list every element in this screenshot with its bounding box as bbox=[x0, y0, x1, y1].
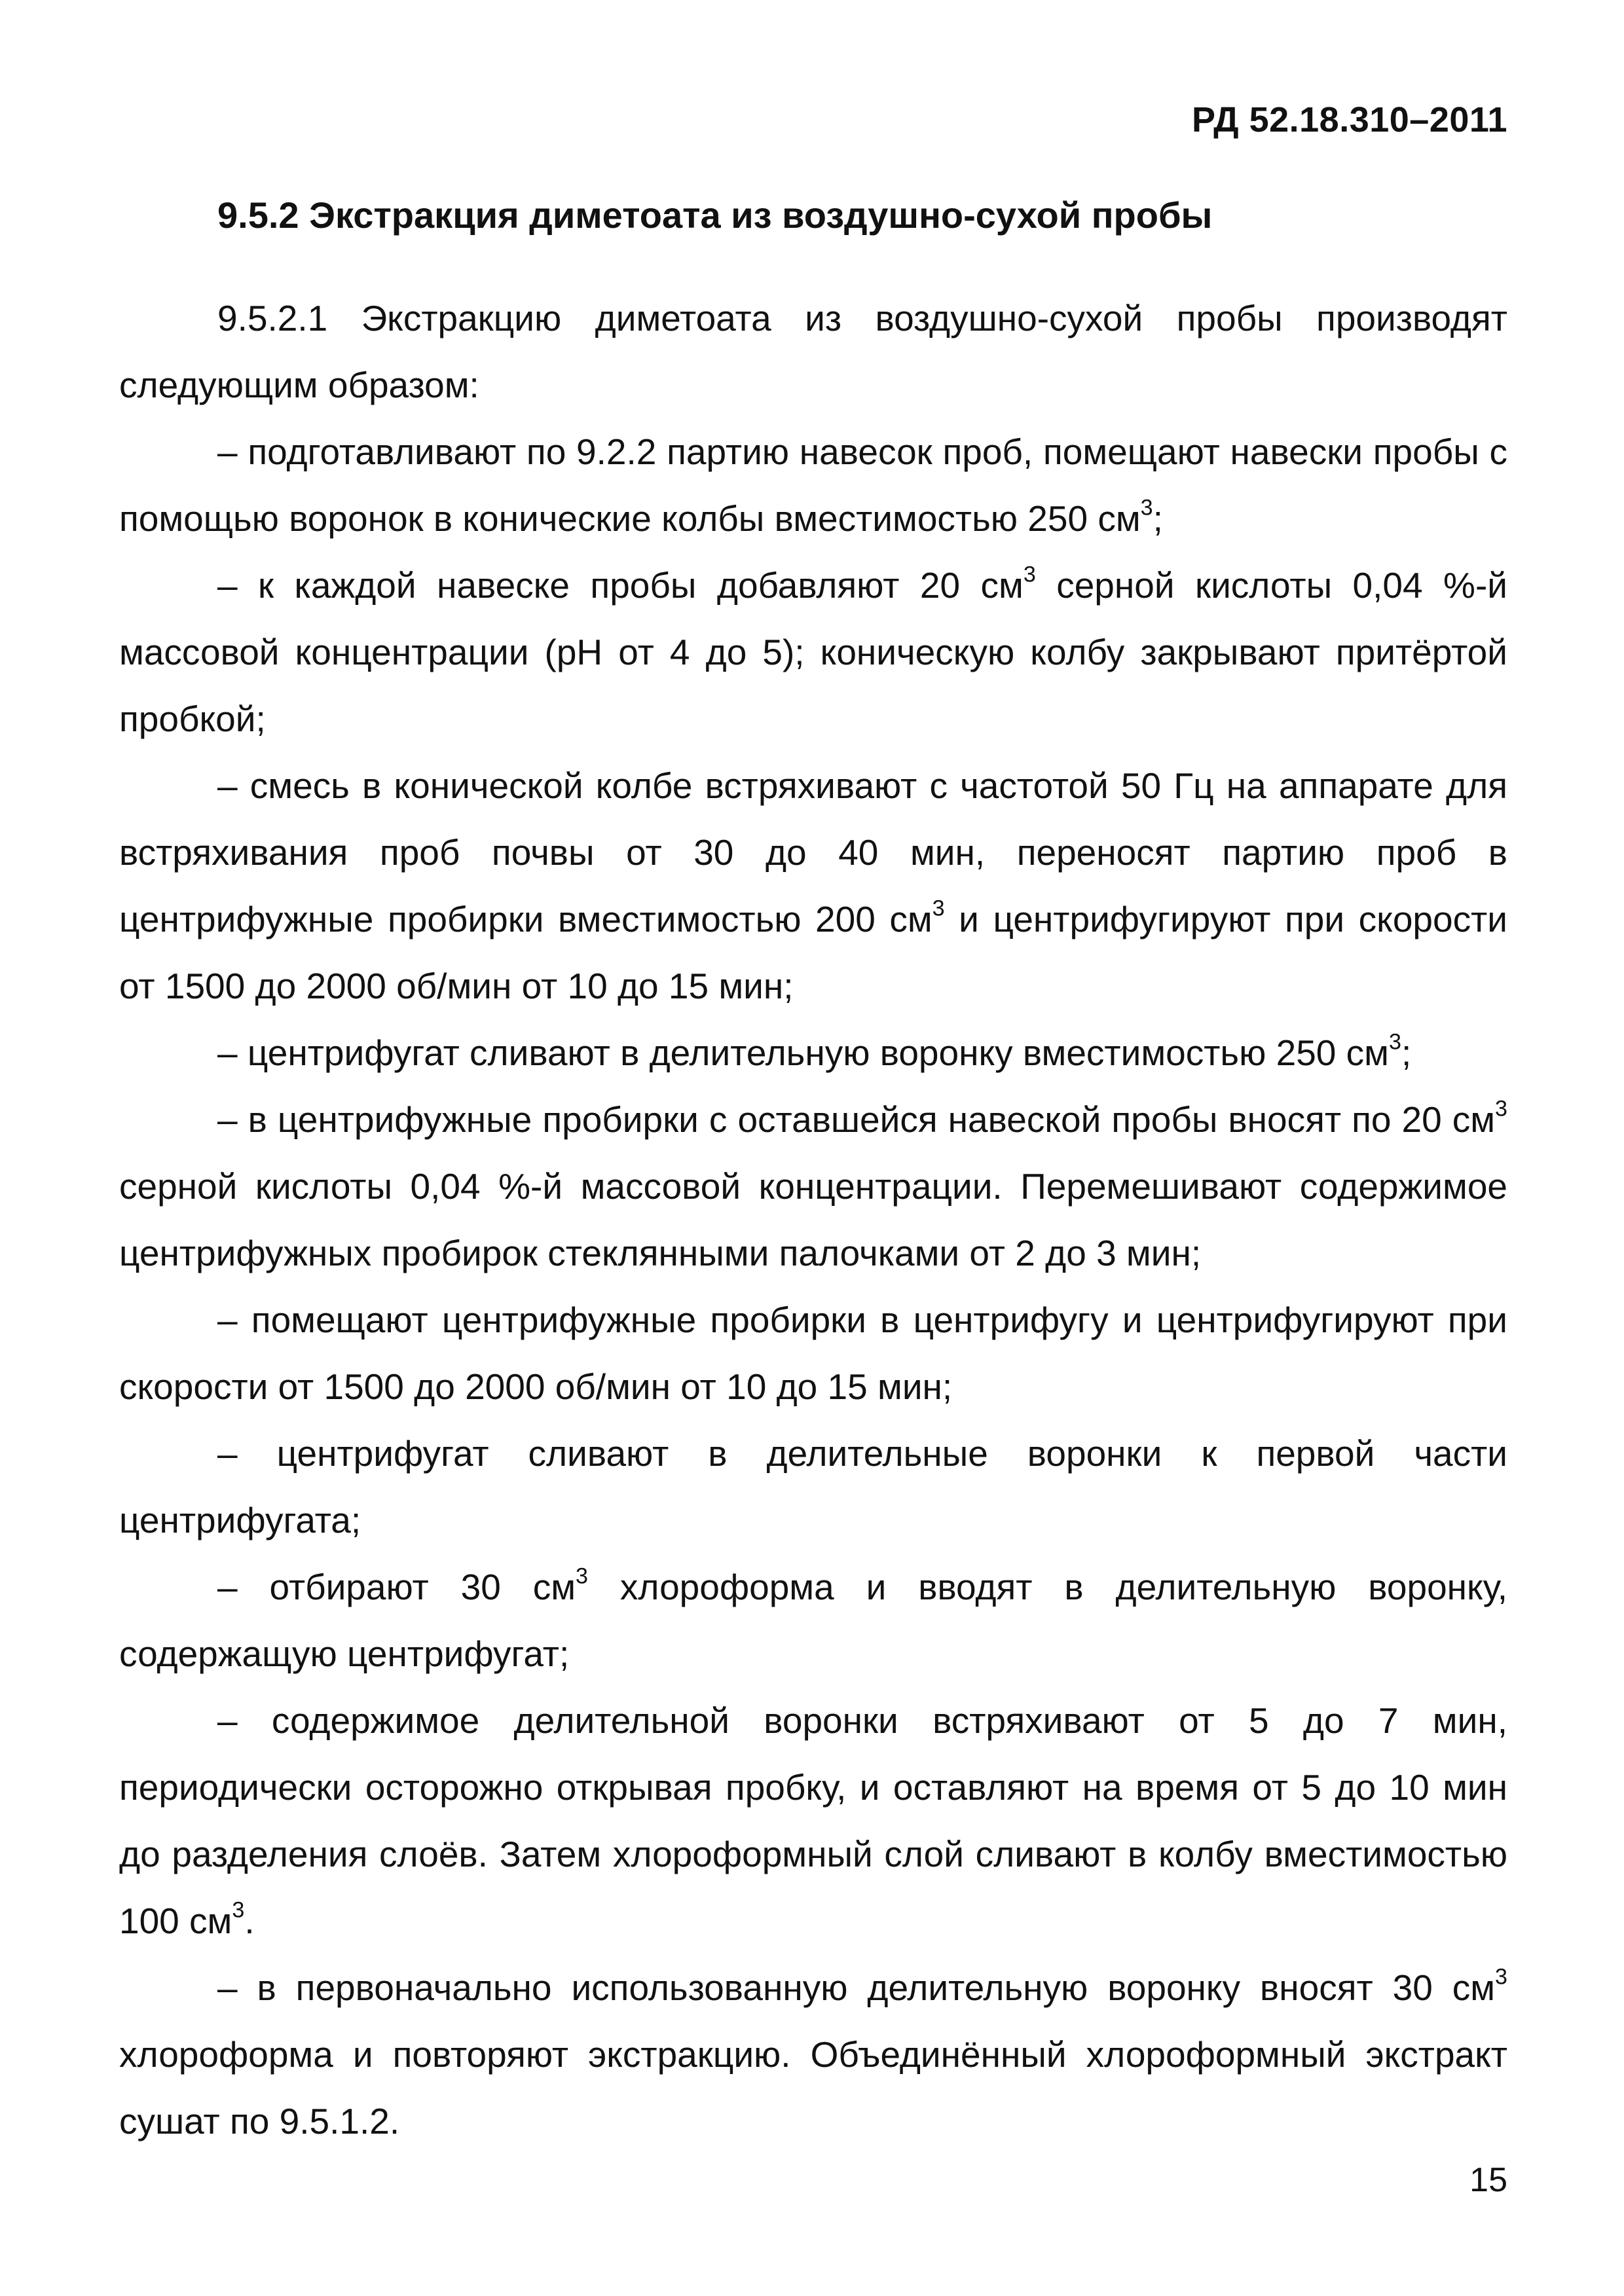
superscript: 3 bbox=[1140, 495, 1153, 520]
paragraph-text: хлороформа и вводят в делительную воронку, содержащую центрифугат; bbox=[119, 1567, 1508, 1674]
list-item bbox=[119, 418, 1507, 552]
paragraph-text: – в центрифужные пробирки с оставшейся навеской пробы вносят по 20 см bbox=[217, 1099, 1496, 1140]
paragraph-text: и центрифугируют при скорости от 1500 до 2000 об/мин от 10 до 15 мин; bbox=[119, 899, 1507, 1006]
superscript: 3 bbox=[576, 1563, 588, 1589]
list-item bbox=[119, 1687, 1507, 1954]
paragraph-text: . bbox=[244, 1901, 255, 1941]
paragraph-text: – к каждой навеске пробы добавляют 20 см bbox=[217, 565, 1024, 606]
list-item bbox=[119, 1554, 1507, 1687]
superscript: 3 bbox=[232, 1897, 245, 1923]
paragraph-text: – центрифугат сливают в делительные воронки к первой части центрифугата; bbox=[119, 1433, 1507, 1540]
paragraph-text: ; bbox=[1153, 498, 1163, 539]
superscript: 3 bbox=[1495, 1096, 1507, 1121]
paragraph-text: – подготавливают по 9.2.2 партию навесок проб, помещают навески пробы с помощью воронок в конические колбы вместимостью 250 см bbox=[119, 431, 1507, 539]
list-item bbox=[119, 1420, 1507, 1554]
list-item bbox=[119, 752, 1507, 1019]
list-item bbox=[119, 552, 1507, 752]
list-item bbox=[119, 1954, 1507, 2155]
paragraph-text: 9.5.2.1 Экстракцию диметоата из воздушно-сухой пробы производят следующим образом: bbox=[119, 298, 1507, 405]
superscript: 3 bbox=[1388, 1029, 1401, 1055]
paragraph-text: – отбирают 30 см bbox=[217, 1567, 576, 1607]
document-code: РД 52.18.310–2011 bbox=[1191, 100, 1507, 139]
paragraph-text: – содержимое делительной воронки встряхивают от 5 до 7 мин, периодически осторожно открывая пробку, и оставляют на время от 5 до 10 мин до разделения слоёв. Затем хлороформный слой сливают в колбу вместимостью 100 см bbox=[119, 1700, 1507, 1941]
paragraph-text: – в первоначально использованную делительную воронку вносят 30 см bbox=[217, 1967, 1496, 2008]
paragraph-text: серной кислоты 0,04 %-й массовой концентрации (pH от 4 до 5); коническую колбу закрывают притёртой пробкой; bbox=[119, 565, 1507, 739]
paragraph-text: хлороформа и повторяют экстракцию. Объединённый хлороформный экстракт сушат по 9.5.1.2. bbox=[119, 2034, 1507, 2141]
paragraph-intro bbox=[119, 285, 1507, 418]
list-item bbox=[119, 1286, 1507, 1420]
paragraph-text: серной кислоты 0,04 %-й массовой концентрации. Перемешивают содержимое центрифужных пробирок стеклянными палочками от 2 до 3 мин; bbox=[119, 1166, 1507, 1273]
superscript: 3 bbox=[1023, 562, 1036, 587]
paragraph-text: ; bbox=[1401, 1032, 1412, 1073]
paragraph-text: – центрифугат сливают в делительную воронку вместимостью 250 см bbox=[217, 1032, 1389, 1073]
list-item bbox=[119, 1019, 1507, 1086]
page-number: 15 bbox=[1469, 2161, 1507, 2199]
superscript: 3 bbox=[1495, 1964, 1507, 1990]
list-item bbox=[119, 1086, 1507, 1286]
paragraph-text: – смесь в конической колбе встряхивают с частотой 50 Гц на аппарате для встряхивания проб почвы от 30 до 40 мин, переносят партию проб в центрифужные пробирки вместимостью 200 см bbox=[119, 765, 1507, 939]
section-heading: 9.5.2 Экстракция диметоата из воздушно-сухой пробы bbox=[217, 194, 1213, 236]
superscript: 3 bbox=[932, 896, 945, 921]
paragraph-text: – помещают центрифужные пробирки в центрифугу и центрифугируют при скорости от 1500 до 2000 об/мин от 10 до 15 мин; bbox=[119, 1300, 1507, 1407]
body-text bbox=[119, 285, 1507, 2155]
